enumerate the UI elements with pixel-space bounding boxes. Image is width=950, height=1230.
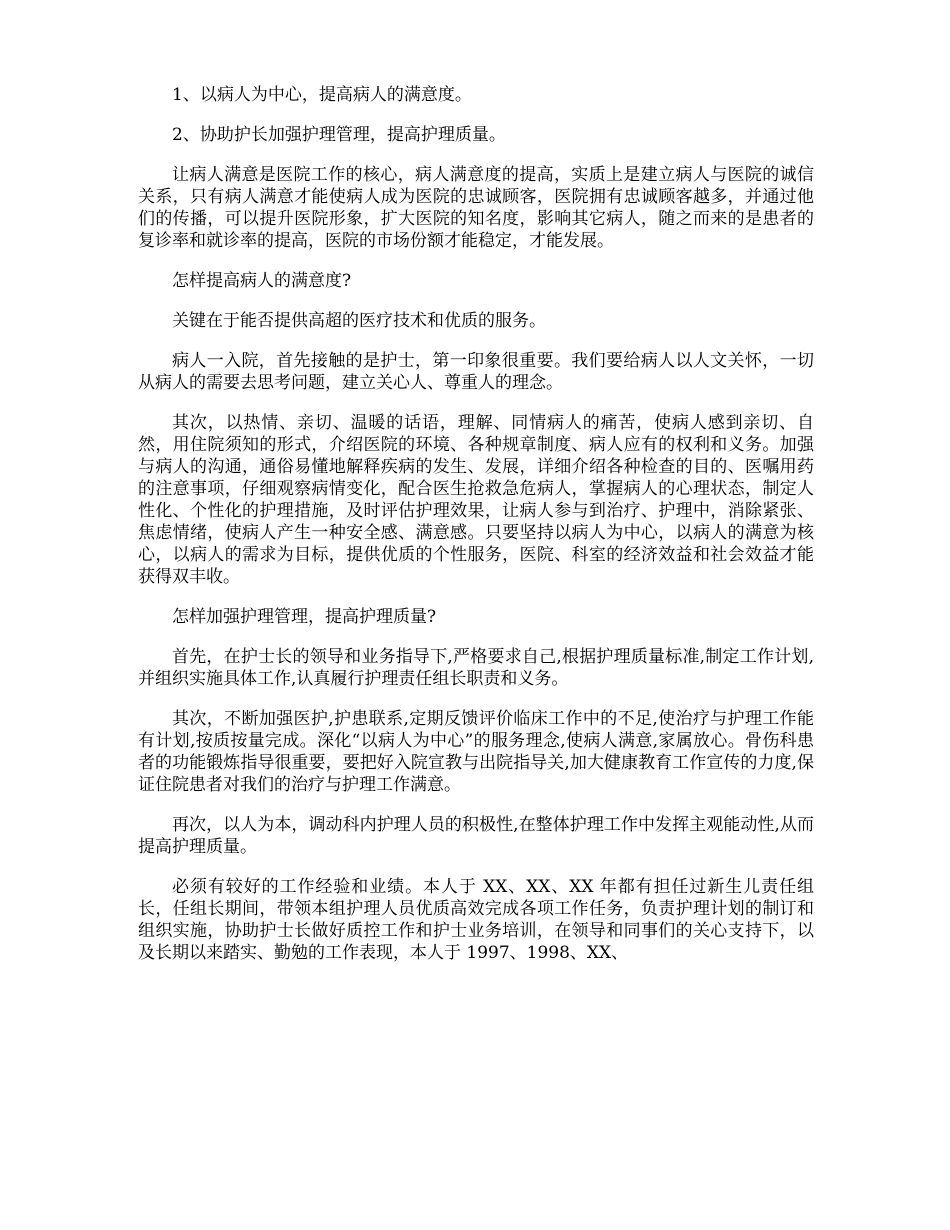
paragraph-experience: 必须有较好的工作经验和业绩。本人于 XX、XX、XX 年都有担任过新生儿责任组长，任组长期间，带领本组护理人员优质高效完成各项工作任务，负责护理计划的制订和组织实施，协助护士长做好质控工作和护士业务培训，在领导和同事们的关心支持下，以及长期以来踏实、勤勉的工作表现，本人于 1997、1998、XX、 (138, 877, 814, 963)
paragraph-third-step: 再次，以人为本，调动科内护理人员的积极性,在整体护理工作中发挥主观能动性,从而提高护理质量。 (138, 815, 814, 857)
paragraph-goal-1: 1、以病人为中心，提高病人的满意度。 (172, 85, 472, 105)
paragraph-second-step: 其次，不断加强医护,护患联系,定期反馈评价临床工作中的不足,使治疗与护理工作能有计划,按质按量完成。深化“以病人为中心”的服务理念,使病人满意,家属放心。骨伤科患者的功能锻炼指导很重要，要把好入院宣教与出院指导关,加大健康教育工作宣传的力度,保证住院患者对我们的治疗与护理工作满意。 (138, 709, 814, 795)
heading-improve-management: 怎样加强护理管理，提高护理质量? (172, 607, 437, 627)
paragraph-first-impression: 病人一入院，首先接触的是护士，第一印象很重要。我们要给病人以人文关怀，一切从病人的需要去思考问题，建立关心人、尊重人的理念。 (138, 351, 814, 393)
paragraph-key-point: 关键在于能否提供高超的医疗技术和优质的服务。 (172, 311, 546, 331)
paragraph-communication: 其次，以热情、亲切、温暖的话语，理解、同情病人的痛苦，使病人感到亲切、自然，用住院须知的形式，介绍医院的环境、各种规章制度、病人应有的权利和义务。加强与病人的沟通，通俗易懂地解释疾病的发生、发展，详细介绍各种检查的目的、医嘱用药的注意事项，仔细观察病情变化，配合医生抢救急危病人，掌握病人的心理状态，制定人性化、个性化的护理措施，及时评估护理效果，让病人参与到治疗、护理中，消除紧张、焦虑情绪，使病人产生一种安全感、满意感。只要坚持以病人为中心，以病人的满意为核心，以病人的需求为目标，提供优质的个性服务，医院、科室的经济效益和社会效益才能获得双丰收。 (138, 413, 814, 587)
document-body (138, 84, 814, 982)
paragraph-goal-2: 2、协助护长加强护理管理，提高护理质量。 (172, 125, 506, 145)
heading-improve-satisfaction: 怎样提高病人的满意度? (172, 271, 352, 291)
paragraph-first-step: 首先，在护士长的领导和业务指导下,严格要求自己,根据护理质量标准,制定工作计划,并组织实施具体工作,认真履行护理责任组长职责和义务。 (138, 647, 814, 689)
paragraph-satisfaction-core: 让病人满意是医院工作的核心，病人满意度的提高，实质上是建立病人与医院的诚信关系，只有病人满意才能使病人成为医院的忠诚顾客，医院拥有忠诚顾客越多，并通过他们的传播，可以提升医院形象，扩大医院的知名度，影响其它病人，随之而来的是患者的复诊率和就诊率的提高，医院的市场份额才能稳定，才能发展。 (138, 165, 814, 251)
